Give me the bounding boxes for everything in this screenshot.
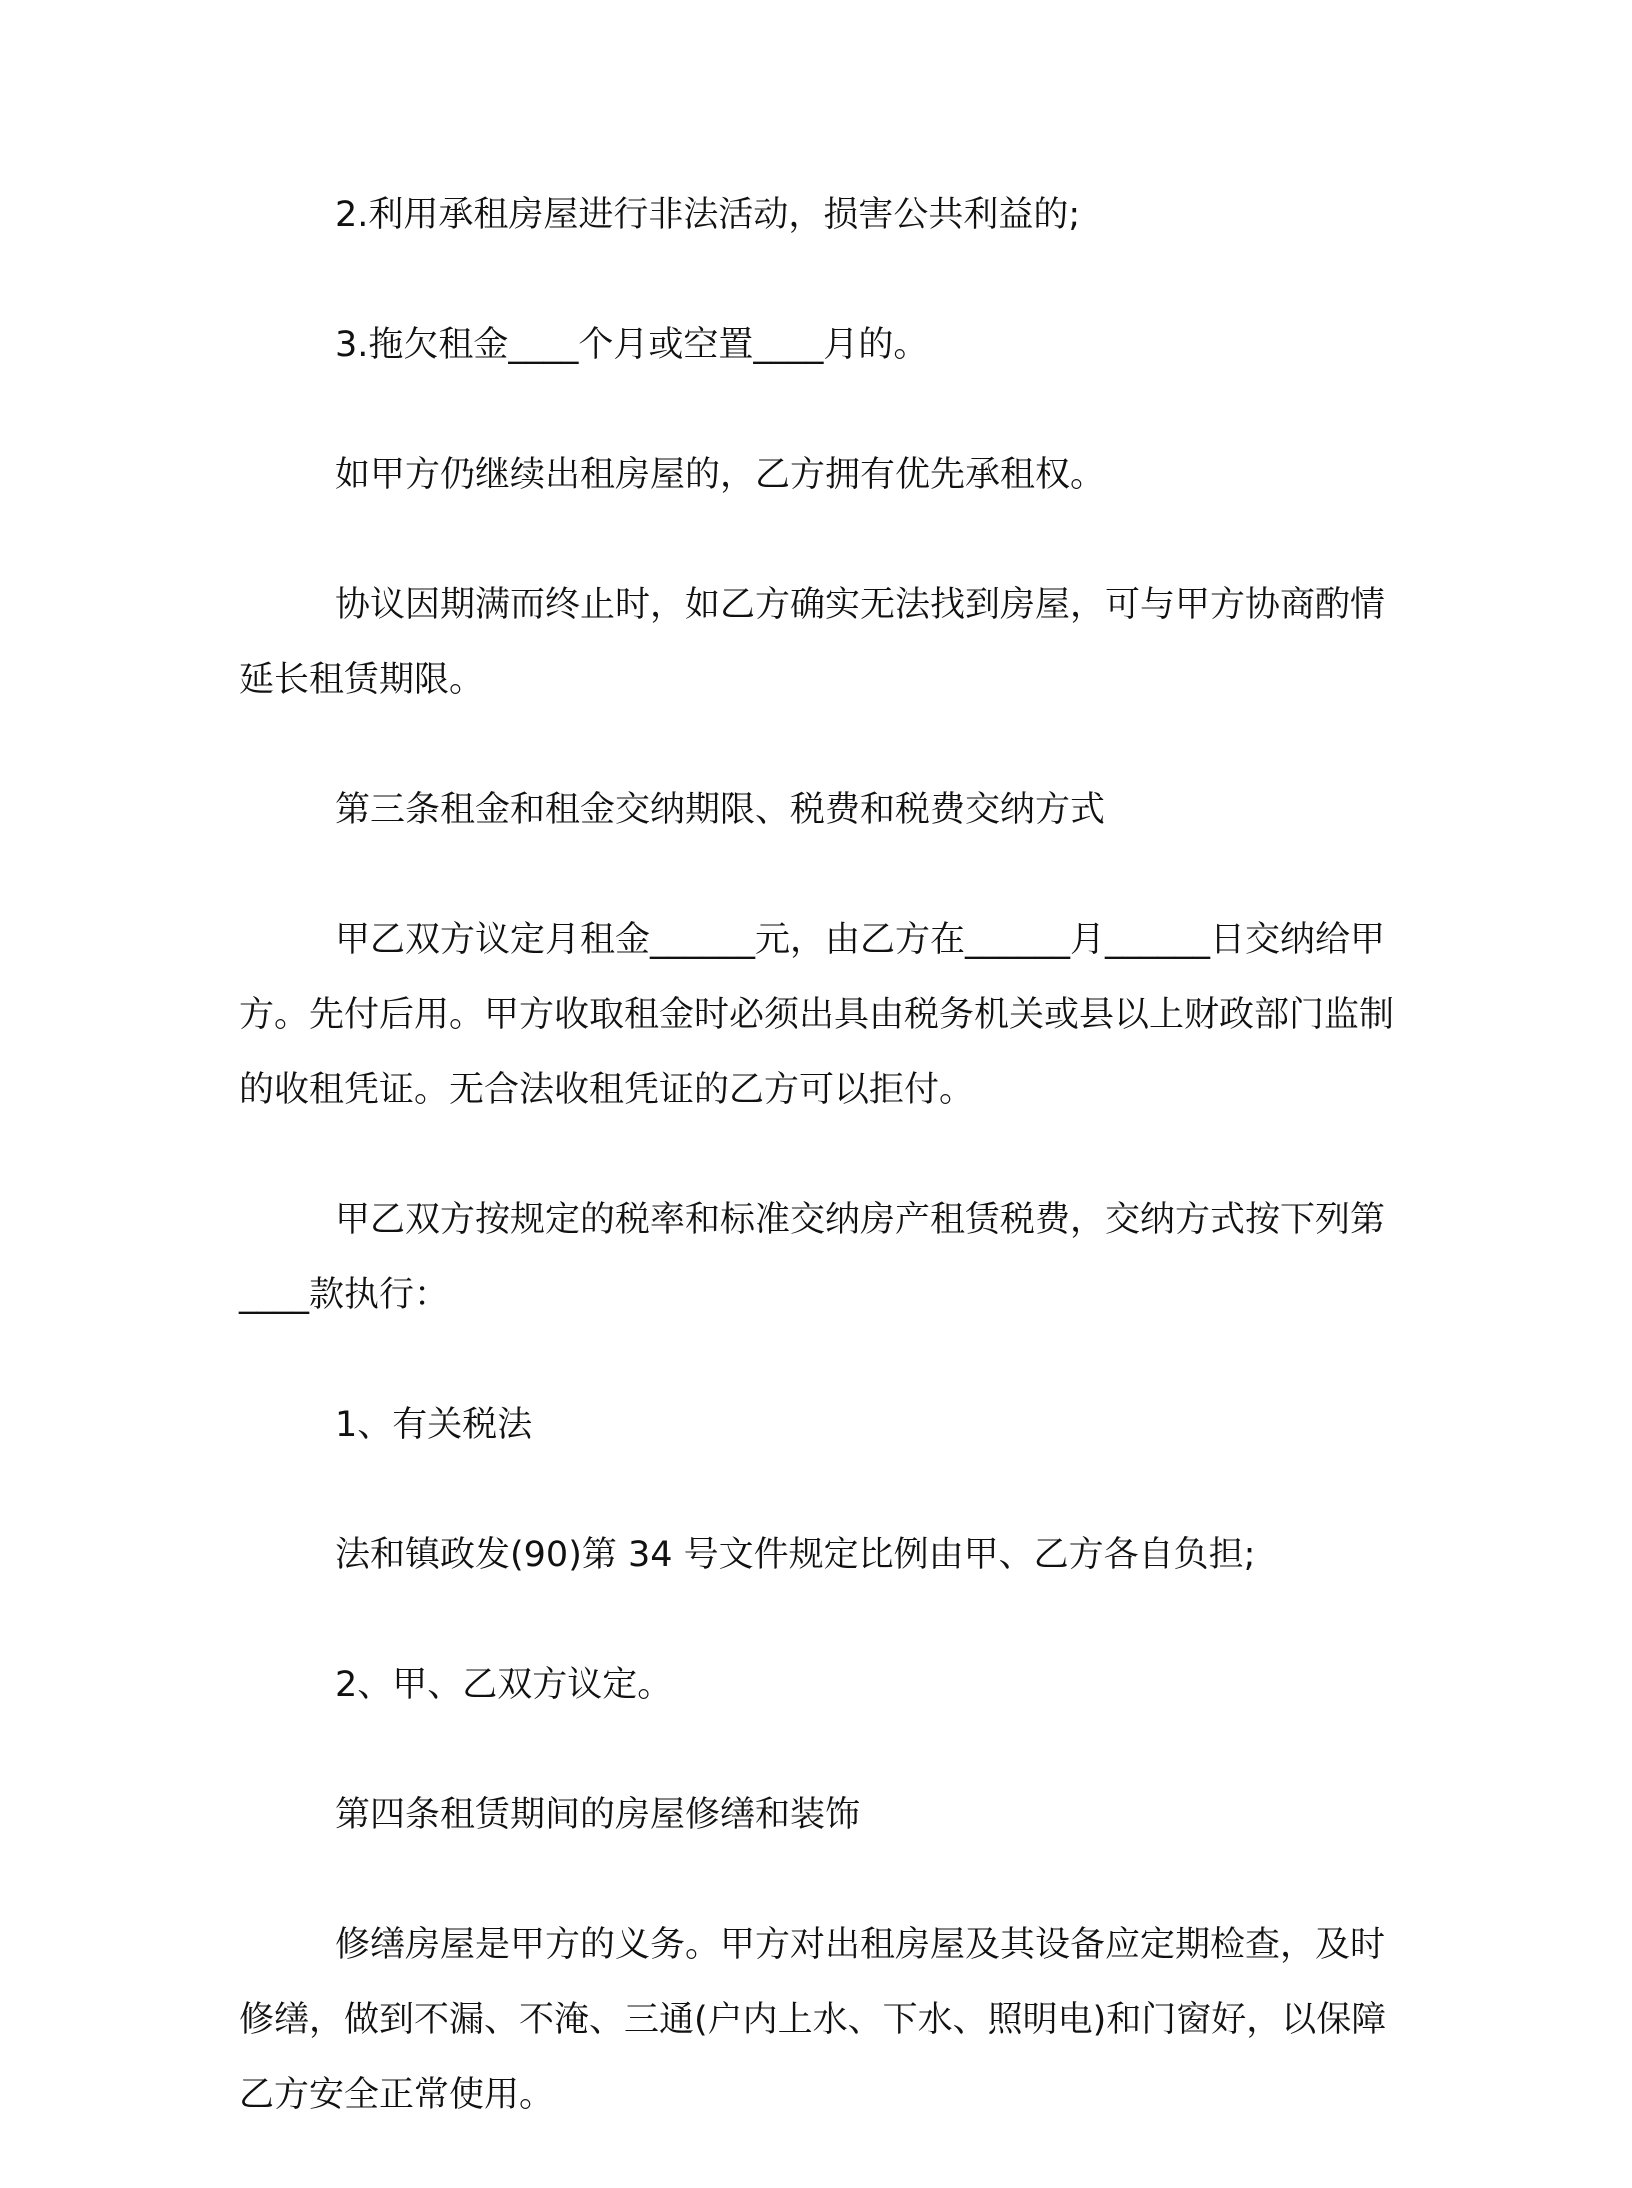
article-three-heading: 第三条租金和租金交纳期限、税费和税费交纳方式 <box>335 790 1106 830</box>
tax-option-one: 1、有关税法 <box>335 1405 533 1445</box>
clause-rent-payment: 甲乙双方议定月租金______元，由乙方在______月______日交纳给甲方。先付后用。甲方收取租金时必须出具由税务机关或县以上财政部门监制的收租凭证。无合法收租凭证的乙方可以拒付。 <box>239 920 1395 1110</box>
clause-priority-lease: 如甲方仍继续出租房屋的，乙方拥有优先承租权。 <box>335 455 1106 495</box>
article-four-heading: 第四条租赁期间的房屋修缮和装饰 <box>335 1795 861 1835</box>
clause-repair-duty: 修缮房屋是甲方的义务。甲方对出租房屋及其设备应定期检查，及时修缮，做到不漏、不淹、三通(户内上水、下水、照明电)和门窗好，以保障乙方安全正常使用。 <box>239 1925 1387 2115</box>
tax-option-one-detail: 法和镇政发(90)第 34 号文件规定比例由甲、乙方各自负担; <box>335 1535 1256 1575</box>
clause-rent-arrears: 3.拖欠租金____个月或空置____月的。 <box>335 325 929 365</box>
clause-illegal-use: 2.利用承租房屋进行非法活动，损害公共利益的; <box>335 195 1081 235</box>
clause-extension: 协议因期满而终止时，如乙方确实无法找到房屋，可与甲方协商酌情延长租赁期限。 <box>239 585 1386 700</box>
clause-tax-payment: 甲乙双方按规定的税率和标准交纳房产租赁税费，交纳方式按下列第____款执行： <box>239 1200 1386 1315</box>
document-body <box>239 178 1409 2188</box>
tax-option-two: 2、甲、乙双方议定。 <box>335 1665 673 1705</box>
